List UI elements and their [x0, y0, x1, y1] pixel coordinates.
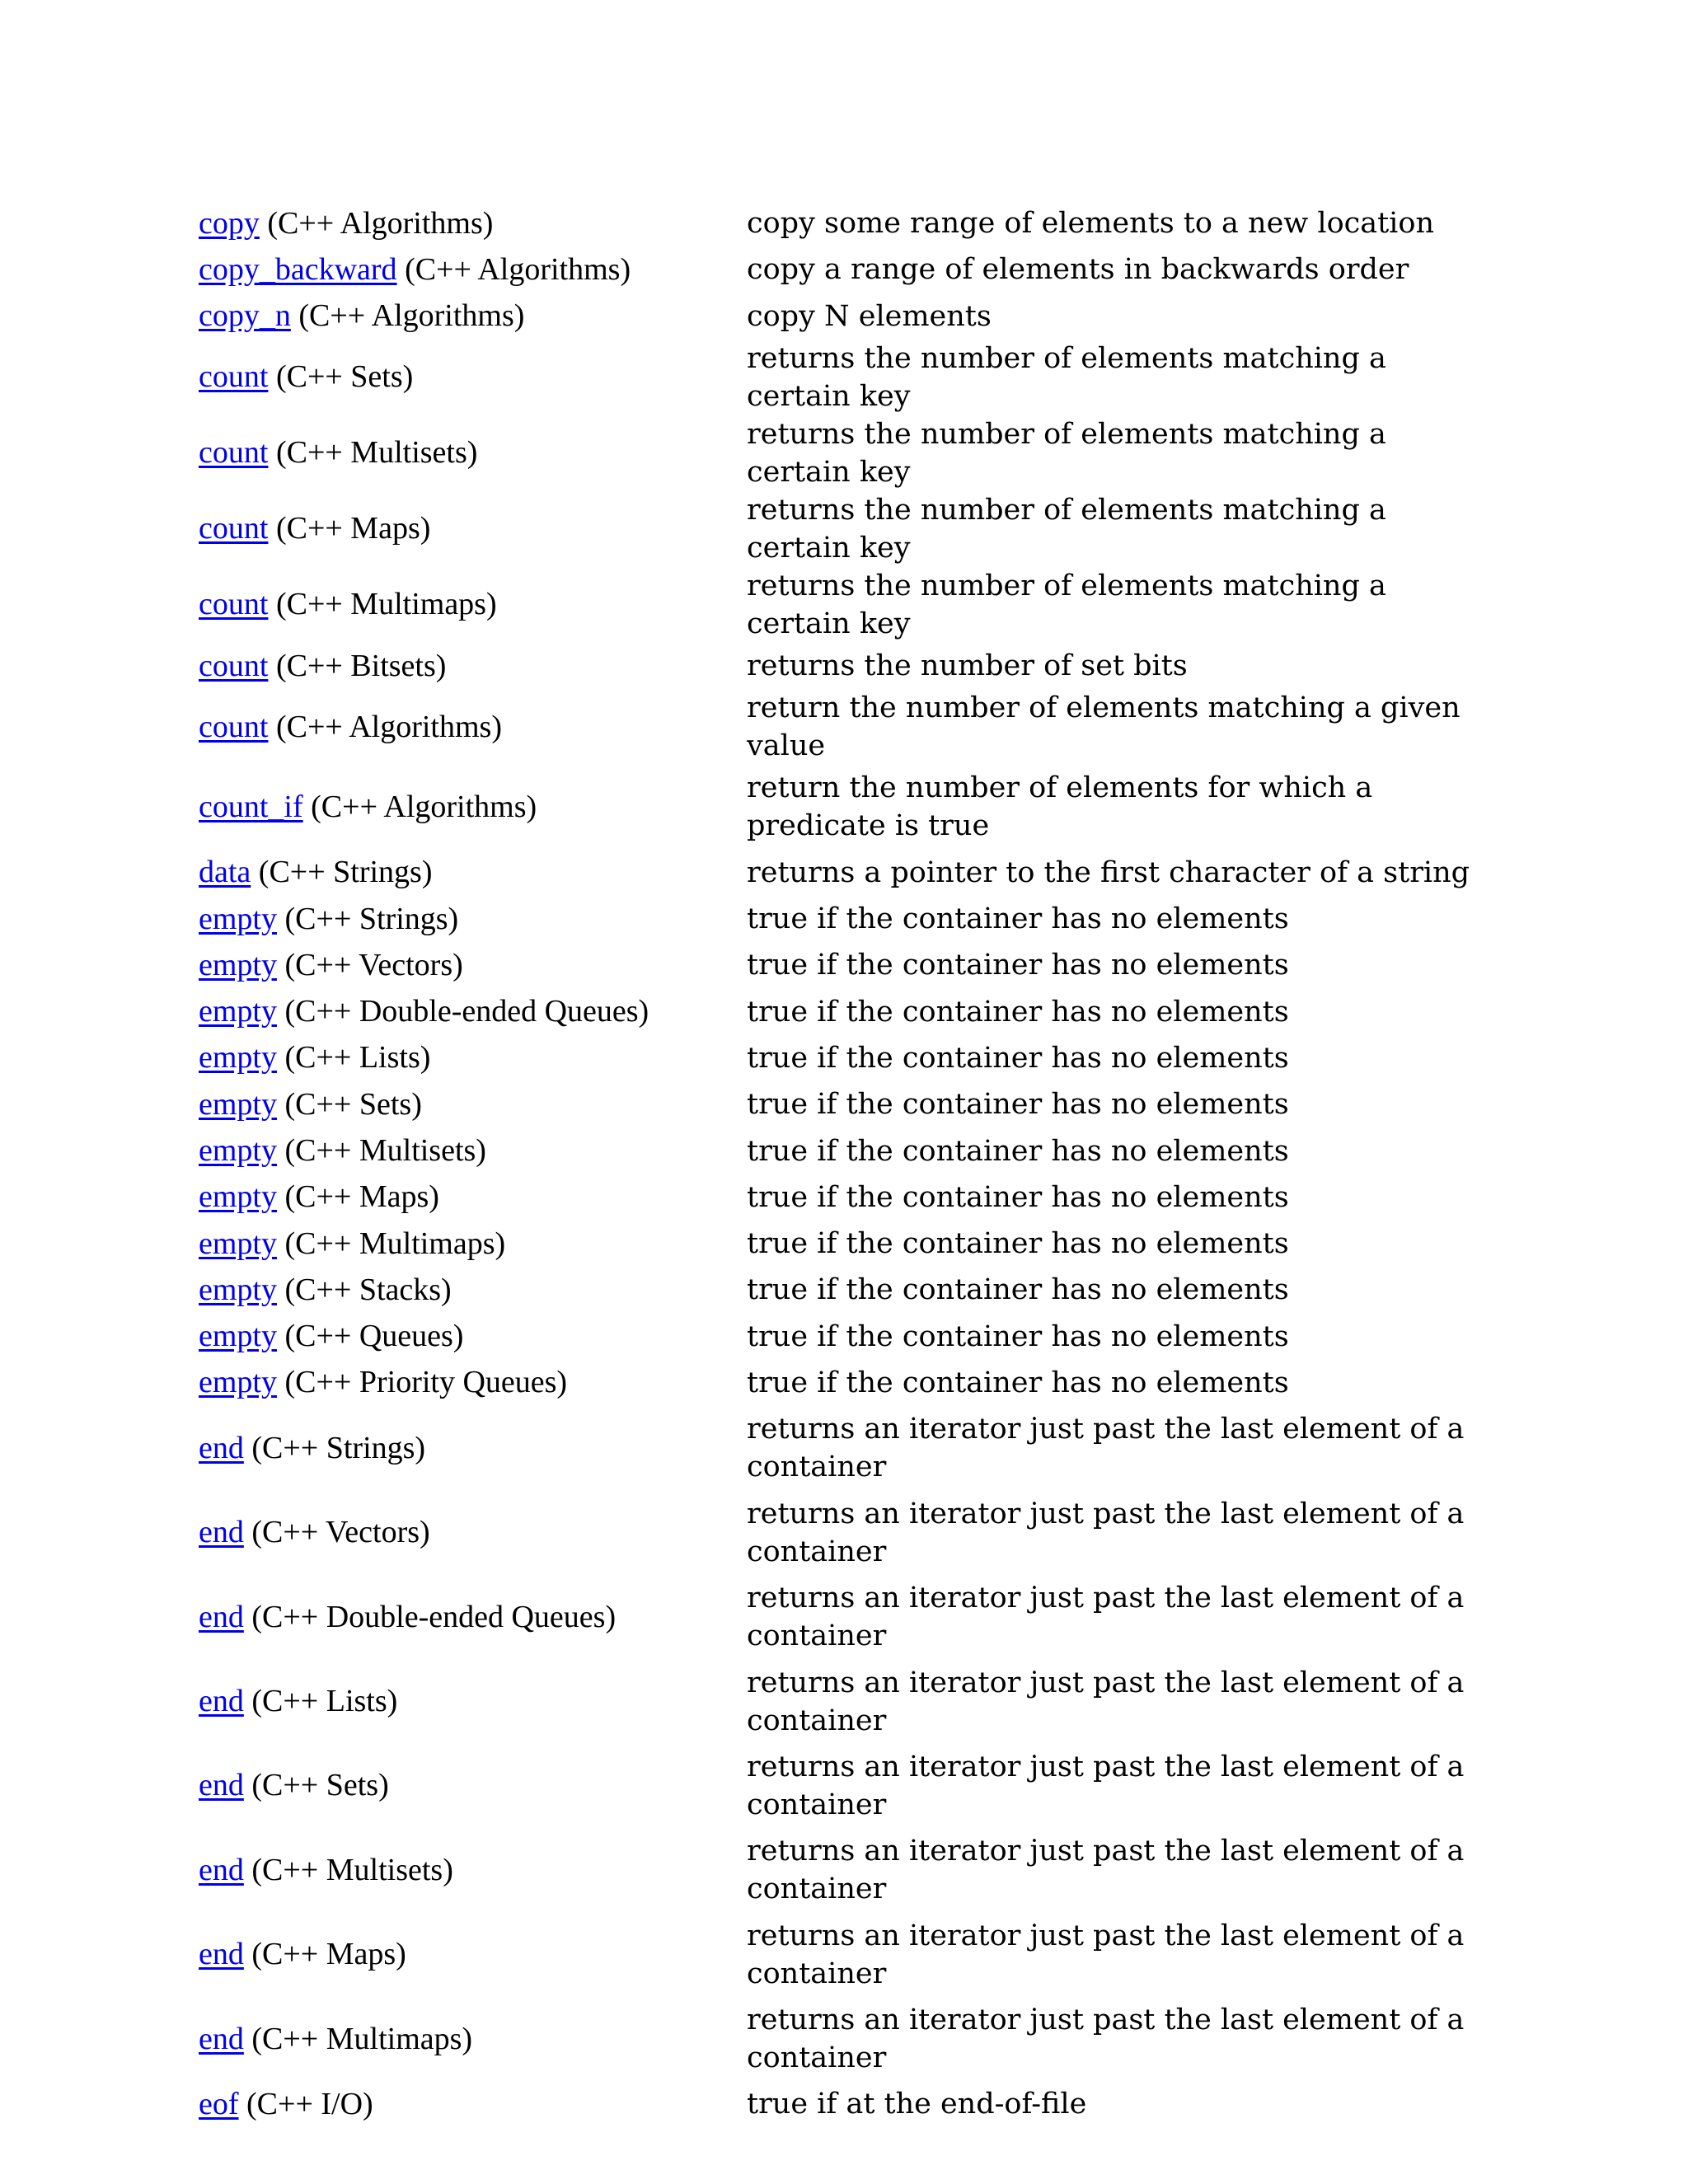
index-row — [199, 689, 1484, 765]
index-row — [199, 1406, 1484, 1490]
description-cell — [747, 1659, 1484, 1743]
description-cell — [747, 491, 1484, 567]
term-description: true if at the end-of-file — [747, 2088, 1087, 2121]
term-description: returns an iterator just past the last element of a container — [747, 1835, 1465, 1906]
term-link[interactable]: empty — [199, 1179, 277, 1215]
term-link[interactable]: empty — [199, 1272, 277, 1307]
description-cell — [747, 643, 1484, 689]
description-cell — [747, 1035, 1484, 1081]
term-cell — [199, 1314, 747, 1360]
term-context: (C++ Double-ended Queues) — [243, 1599, 617, 1634]
term-link[interactable]: count — [199, 709, 269, 744]
description-cell — [747, 850, 1484, 896]
term-context: (C++ Multisets) — [268, 435, 478, 471]
index-row — [199, 1081, 1484, 1127]
description-cell — [747, 1912, 1484, 1996]
term-context: (C++ Strings) — [243, 1430, 426, 1465]
term-context: (C++ Algorithms) — [396, 251, 631, 287]
term-link[interactable]: empty — [199, 1365, 277, 1400]
term-cell — [199, 988, 747, 1034]
term-cell — [199, 765, 747, 849]
description-cell — [747, 1406, 1484, 1490]
term-link[interactable]: empty — [199, 1226, 277, 1261]
term-description: copy a range of elements in backwards order — [747, 253, 1409, 287]
term-description: true if the container has no elements — [747, 1366, 1289, 1399]
term-context: (C++ Double-ended Queues) — [276, 994, 649, 1029]
term-context: (C++ Maps) — [276, 1179, 439, 1215]
term-cell — [199, 1174, 747, 1221]
term-cell — [199, 246, 747, 293]
term-description: copy N elements — [747, 299, 992, 333]
term-context: (C++ Maps) — [268, 511, 431, 546]
description-cell — [747, 1221, 1484, 1267]
term-cell — [199, 1575, 747, 1659]
term-description: returns an iterator just past the last element of a container — [747, 1750, 1465, 1821]
term-cell — [199, 1127, 747, 1174]
description-cell — [747, 200, 1484, 246]
term-description: true if the container has no elements — [747, 1273, 1289, 1307]
term-cell — [199, 850, 747, 896]
term-cell — [199, 1828, 747, 1912]
term-cell — [199, 1491, 747, 1575]
term-context: (C++ Algorithms) — [268, 709, 502, 744]
term-context: (C++ Multimaps) — [243, 2021, 473, 2056]
index-row — [199, 415, 1484, 491]
description-cell — [747, 1997, 1484, 2081]
term-cell — [199, 643, 747, 689]
term-cell — [199, 942, 747, 988]
term-link[interactable]: empty — [199, 1040, 277, 1076]
term-description: true if the container has no elements — [747, 1041, 1289, 1075]
index-row — [199, 643, 1484, 689]
term-context: (C++ Multisets) — [243, 1852, 453, 1887]
term-cell — [199, 1744, 747, 1828]
term-link[interactable]: end — [199, 1768, 244, 1803]
term-cell — [199, 1267, 747, 1313]
term-link[interactable]: end — [199, 1937, 244, 1972]
index-row — [199, 491, 1484, 567]
term-link[interactable]: count_if — [199, 789, 303, 824]
term-context: (C++ Stacks) — [276, 1272, 452, 1307]
term-description: returns a pointer to the first character of a string — [747, 855, 1470, 889]
term-link[interactable]: empty — [199, 1086, 277, 1122]
term-description: returns an iterator just past the last element of a container — [747, 2004, 1465, 2075]
term-cell — [199, 689, 747, 765]
index-row — [199, 765, 1484, 849]
index-row — [199, 1174, 1484, 1221]
index-row — [199, 942, 1484, 988]
description-cell — [747, 1314, 1484, 1360]
index-row — [199, 1828, 1484, 1912]
term-cell — [199, 200, 747, 246]
index-row — [199, 1127, 1484, 1174]
term-description: returns an iterator just past the last element of a container — [747, 1413, 1465, 1484]
term-cell — [199, 491, 747, 567]
description-cell — [747, 765, 1484, 849]
index-row — [199, 1360, 1484, 1406]
term-description: returns an iterator just past the last element of a container — [747, 1582, 1465, 1653]
description-cell — [747, 1267, 1484, 1313]
term-cell — [199, 293, 747, 340]
term-description: returns the number of elements matching a certain key — [747, 493, 1386, 565]
term-context: (C++ Queues) — [276, 1319, 464, 1354]
index-row — [199, 200, 1484, 246]
description-cell — [747, 246, 1484, 293]
term-description: returns the number of set bits — [747, 649, 1188, 683]
description-cell — [747, 2081, 1484, 2127]
index-row — [199, 1491, 1484, 1575]
term-context: (C++ I/O) — [238, 2086, 373, 2121]
term-link[interactable]: end — [199, 2021, 244, 2056]
term-link[interactable]: end — [199, 1684, 244, 1718]
description-cell — [747, 1491, 1484, 1575]
index-row — [199, 1267, 1484, 1313]
index-row — [199, 1575, 1484, 1659]
index-row — [199, 246, 1484, 293]
term-cell — [199, 340, 747, 415]
term-link[interactable]: copy — [199, 205, 260, 241]
term-context: (C++ Sets) — [268, 359, 414, 395]
term-context: (C++ Algorithms) — [259, 205, 494, 241]
term-link[interactable]: empty — [199, 994, 277, 1029]
term-cell — [199, 1221, 747, 1267]
term-context: (C++ Priority Queues) — [276, 1365, 568, 1400]
term-link[interactable]: eof — [199, 2086, 239, 2121]
term-link[interactable]: copy_backward — [199, 251, 397, 287]
term-context: (C++ Algorithms) — [290, 298, 525, 334]
index-row — [199, 1744, 1484, 1828]
description-cell — [747, 942, 1484, 988]
term-link[interactable]: count — [199, 435, 269, 471]
description-cell — [747, 340, 1484, 415]
term-cell — [199, 567, 747, 643]
description-cell — [747, 1081, 1484, 1127]
term-description: returns the number of elements matching a certain key — [747, 341, 1386, 413]
term-description: true if the container has no elements — [747, 1088, 1289, 1122]
term-description: return the number of elements for which a predicate is true — [747, 771, 1373, 843]
term-cell — [199, 1035, 747, 1081]
description-cell — [747, 1828, 1484, 1912]
term-context: (C++ Bitsets) — [268, 648, 447, 683]
term-cell — [199, 1659, 747, 1743]
description-cell — [747, 415, 1484, 491]
index-row — [199, 1314, 1484, 1360]
term-link[interactable]: empty — [199, 1133, 277, 1168]
term-description: returns the number of elements matching a certain key — [747, 417, 1386, 489]
term-description: true if the container has no elements — [747, 1134, 1289, 1168]
term-context: (C++ Strings) — [276, 901, 459, 936]
term-link[interactable]: count — [199, 511, 269, 546]
term-cell — [199, 1997, 747, 2081]
term-context: (C++ Multimaps) — [276, 1226, 506, 1261]
description-cell — [747, 567, 1484, 643]
term-cell — [199, 1406, 747, 1490]
term-context: (C++ Maps) — [243, 1937, 406, 1972]
term-description: returns an iterator just past the last element of a container — [747, 1919, 1465, 1990]
term-link[interactable]: empty — [199, 901, 277, 936]
description-cell — [747, 1744, 1484, 1828]
term-description: true if the container has no elements — [747, 902, 1289, 936]
term-context: (C++ Sets) — [243, 1768, 389, 1803]
term-description: true if the container has no elements — [747, 1180, 1289, 1214]
term-context: (C++ Multisets) — [276, 1133, 486, 1168]
term-context: (C++ Algorithms) — [302, 789, 537, 824]
term-description: returns an iterator just past the last element of a container — [747, 1666, 1465, 1737]
function-index-table — [199, 200, 1484, 2128]
term-link[interactable]: data — [199, 855, 251, 890]
term-cell — [199, 1081, 747, 1127]
description-cell — [747, 988, 1484, 1034]
term-context: (C++ Lists) — [276, 1040, 431, 1076]
term-context: (C++ Lists) — [243, 1684, 398, 1718]
term-link[interactable]: count — [199, 359, 269, 395]
index-row — [199, 850, 1484, 896]
index-row — [199, 1221, 1484, 1267]
description-cell — [747, 689, 1484, 765]
term-context: (C++ Multimaps) — [268, 587, 497, 622]
term-link[interactable]: copy_n — [199, 298, 291, 334]
term-link[interactable]: count — [199, 587, 269, 622]
description-cell — [747, 1575, 1484, 1659]
description-cell — [747, 1127, 1484, 1174]
description-cell — [747, 1360, 1484, 1406]
term-description: returns the number of elements matching a certain key — [747, 569, 1386, 640]
term-description: true if the container has no elements — [747, 1227, 1289, 1261]
index-row — [199, 293, 1484, 340]
term-cell — [199, 896, 747, 942]
description-cell — [747, 1174, 1484, 1221]
term-description: true if the container has no elements — [747, 1319, 1289, 1353]
term-context: (C++ Vectors) — [243, 1515, 430, 1550]
index-row — [199, 988, 1484, 1034]
term-link[interactable]: empty — [199, 947, 277, 982]
term-cell — [199, 1360, 747, 1406]
index-row — [199, 1659, 1484, 1743]
description-cell — [747, 896, 1484, 942]
term-cell — [199, 1912, 747, 1996]
term-description: copy some range of elements to a new location — [747, 207, 1434, 241]
term-cell — [199, 415, 747, 491]
term-link[interactable]: count — [199, 648, 269, 683]
index-row — [199, 340, 1484, 415]
term-link[interactable]: end — [199, 1599, 244, 1634]
term-link[interactable]: end — [199, 1852, 244, 1887]
term-link[interactable]: end — [199, 1515, 244, 1550]
term-description: true if the container has no elements — [747, 949, 1289, 982]
term-context: (C++ Sets) — [276, 1086, 422, 1122]
term-context: (C++ Vectors) — [276, 947, 463, 982]
index-row — [199, 1912, 1484, 1996]
index-row — [199, 1997, 1484, 2081]
description-cell — [747, 293, 1484, 340]
index-row — [199, 896, 1484, 942]
index-row — [199, 2081, 1484, 2127]
term-link[interactable]: end — [199, 1430, 244, 1465]
term-description: true if the container has no elements — [747, 995, 1289, 1029]
term-cell — [199, 2081, 747, 2127]
index-row — [199, 1035, 1484, 1081]
term-description: returns an iterator just past the last element of a container — [747, 1497, 1465, 1568]
term-description: return the number of elements matching a given value — [747, 691, 1461, 763]
index-row — [199, 567, 1484, 643]
term-context: (C++ Strings) — [251, 855, 433, 890]
term-link[interactable]: empty — [199, 1319, 277, 1354]
